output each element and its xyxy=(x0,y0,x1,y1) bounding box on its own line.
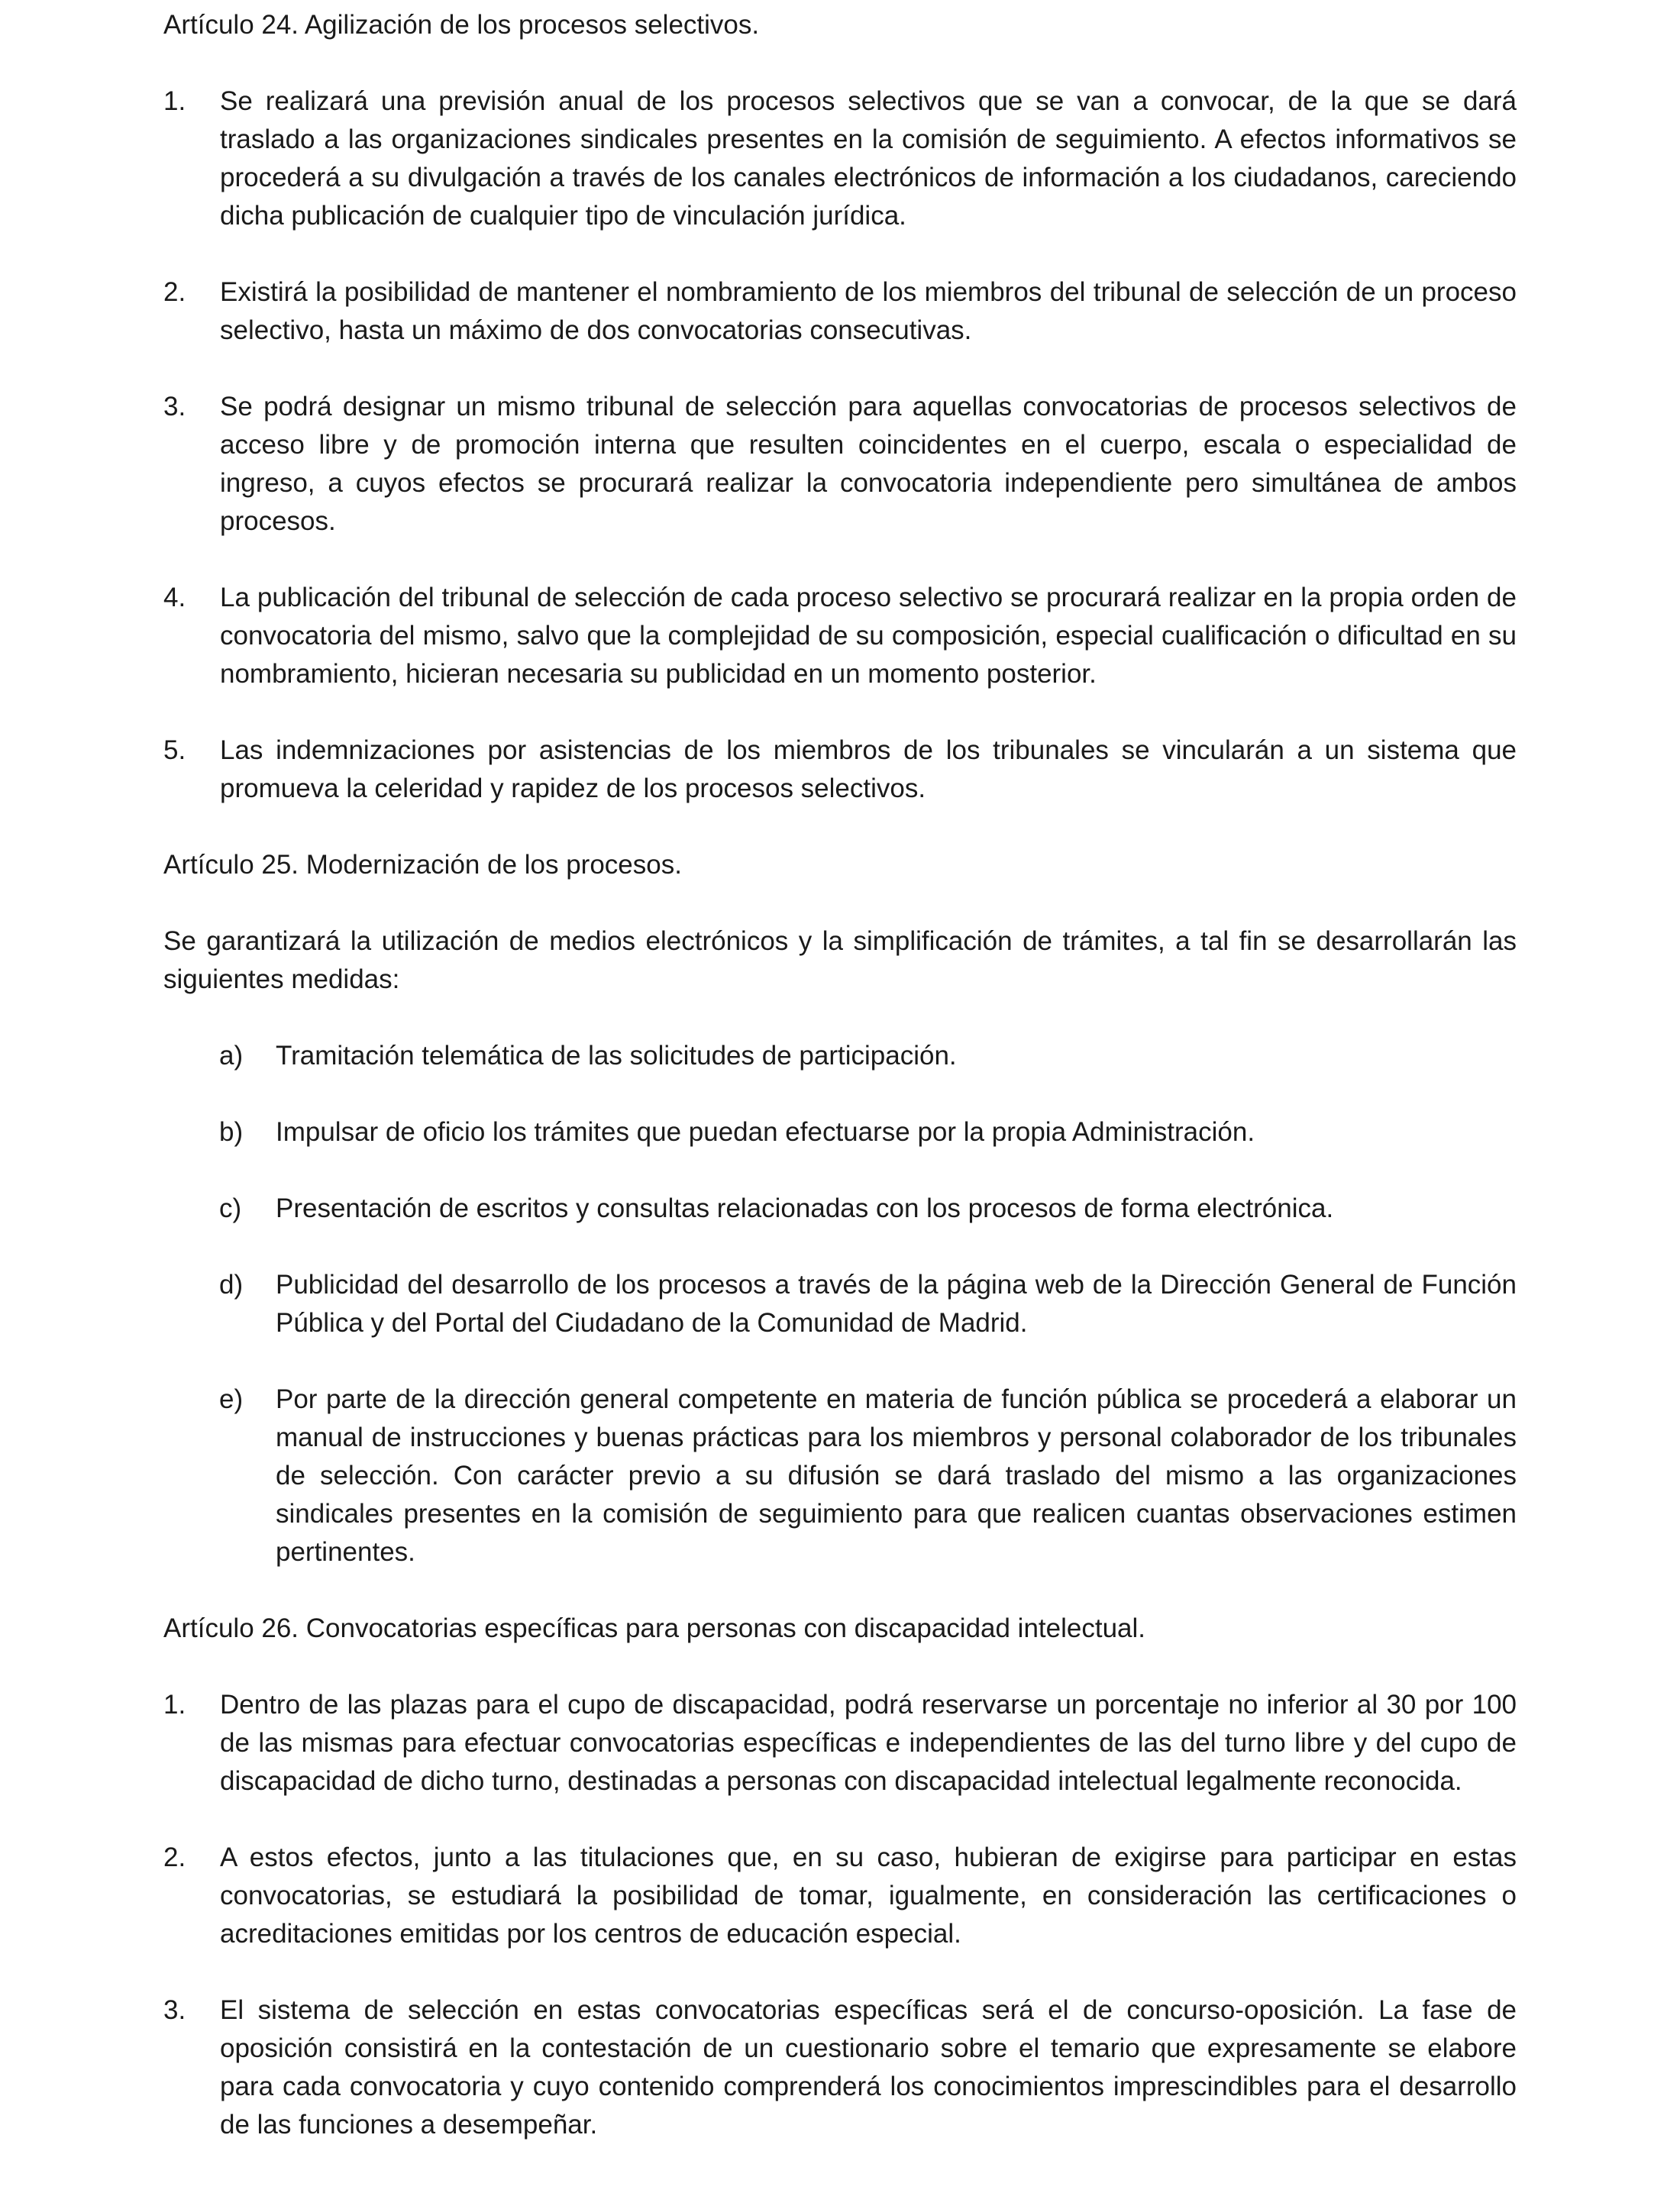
list-item xyxy=(163,1037,1517,1075)
list-marker: 2. xyxy=(163,277,186,307)
document-page xyxy=(163,6,1517,2182)
list-marker: c) xyxy=(219,1193,242,1223)
list-item-text: Impulsar de oficio los trámites que puedan efectuarse por la propia Administración. xyxy=(276,1117,1255,1147)
list-item-text: Se podrá designar un mismo tribunal de selección para aquellas convocatorias de procesos selectivos de acceso libre y de promoción interna que resulten coincidentes en el cuerpo, escala o especialidad de ingreso, a cuyos efectos se procurará realizar la convocatoria independiente pero simultánea de ambos procesos. xyxy=(220,392,1517,536)
list-marker: 4. xyxy=(163,583,186,612)
list-item xyxy=(163,1381,1517,1571)
list-item-text: Publicidad del desarrollo de los procesos a través de la página web de la Dirección General de Función Pública y del Portal del Ciudadano de la Comunidad de Madrid. xyxy=(276,1270,1517,1338)
list-item xyxy=(163,1686,1517,1801)
article-24 xyxy=(163,6,1517,808)
article-24-heading: Artículo 24. Agilización de los procesos selectivos. xyxy=(163,10,760,40)
list-marker: d) xyxy=(219,1270,244,1300)
list-item xyxy=(163,1190,1517,1228)
list-item xyxy=(163,273,1517,350)
list-item-text: A estos efectos, junto a las titulaciones que, en su caso, hubieran de exigirse para participar en estas convocatorias, se estudiará la posibilidad de tomar, igualmente, en consideración las certificaciones o acreditaciones emitidas por los centros de educación especial. xyxy=(220,1843,1517,1949)
list-marker: b) xyxy=(219,1117,244,1147)
article-26 xyxy=(163,1610,1517,2144)
list-marker: 1. xyxy=(163,1690,186,1720)
list-item-text: Se realizará una previsión anual de los procesos selectivos que se van a convocar, de la que se dará traslado a las organizaciones sindicales presentes en la comisión de seguimiento. A efectos informativos se procederá a su divulgación a través de los canales electrónicos de información a los ciudadanos, careciendo dicha publicación de cualquier tipo de vinculación jurídica. xyxy=(220,86,1517,231)
list-marker: 2. xyxy=(163,1843,186,1872)
list-item-text: Por parte de la dirección general competente en materia de función pública se procederá a elaborar un manual de instrucciones y buenas prácticas para los miembros y personal colaborador de los tribunales de selección. Con carácter previo a su difusión se dará traslado del mismo a las organizaciones sindicales presentes en la comisión de seguimiento para que realicen cuantas observaciones estimen pertinentes. xyxy=(276,1384,1517,1567)
list-item-text: El sistema de selección en estas convocatorias específicas será el de concurso-oposición. La fase de oposición consistirá en la contestación de un cuestionario sobre el temario que expresamente se elabore para cada convocatoria y cuyo contenido comprenderá los conocimientos imprescindibles para el desarrollo de las funciones a desempeñar. xyxy=(220,1995,1517,2140)
list-item xyxy=(163,1991,1517,2144)
list-marker: e) xyxy=(219,1384,244,1414)
list-item-text: Presentación de escritos y consultas relacionadas con los procesos de forma electrónica. xyxy=(276,1193,1334,1223)
list-marker: 5. xyxy=(163,735,186,765)
list-marker: 1. xyxy=(163,86,186,116)
list-marker: 3. xyxy=(163,392,186,421)
list-item xyxy=(163,732,1517,808)
article-25-heading: Artículo 25. Modernización de los procesos. xyxy=(163,850,682,880)
list-item-text: La publicación del tribunal de selección de cada proceso selectivo se procurará realizar en la propia orden de convocatoria del mismo, salvo que la complejidad de su composición, especial cualificación o dificultad en su nombramiento, hicieran necesaria su publicidad en un momento posterior. xyxy=(220,583,1517,689)
article-25-list xyxy=(163,1037,1517,1571)
article-26-list xyxy=(163,1686,1517,2144)
list-item-text: Tramitación telemática de las solicitudes de participación. xyxy=(276,1041,957,1071)
list-item xyxy=(163,388,1517,541)
list-item xyxy=(163,1113,1517,1151)
list-item xyxy=(163,1839,1517,1953)
list-item-text: Dentro de las plazas para el cupo de discapacidad, podrá reservarse un porcentaje no inferior al 30 por 100 de las mismas para efectuar convocatorias específicas e independientes de las del turno libre y del cupo de discapacidad de dicho turno, destinadas a personas con discapacidad intelectual legalmente reconocida. xyxy=(220,1690,1517,1796)
article-26-heading: Artículo 26. Convocatorias específicas para personas con discapacidad intelectual. xyxy=(163,1613,1146,1643)
article-24-list xyxy=(163,82,1517,808)
list-item xyxy=(163,82,1517,235)
list-item xyxy=(163,579,1517,693)
list-item xyxy=(163,1266,1517,1342)
list-item-text: Las indemnizaciones por asistencias de los miembros de los tribunales se vincularán a un sistema que promueva la celeridad y rapidez de los procesos selectivos. xyxy=(220,735,1517,803)
list-marker: 3. xyxy=(163,1995,186,2025)
list-item-text: Existirá la posibilidad de mantener el nombramiento de los miembros del tribunal de selección de un proceso selectivo, hasta un máximo de dos convocatorias consecutivas. xyxy=(220,277,1517,345)
list-marker: a) xyxy=(219,1041,244,1071)
article-25 xyxy=(163,846,1517,1571)
article-25-intro: Se garantizará la utilización de medios electrónicos y la simplificación de trámites, a tal fin se desarrollarán las siguientes medidas: xyxy=(163,926,1517,994)
